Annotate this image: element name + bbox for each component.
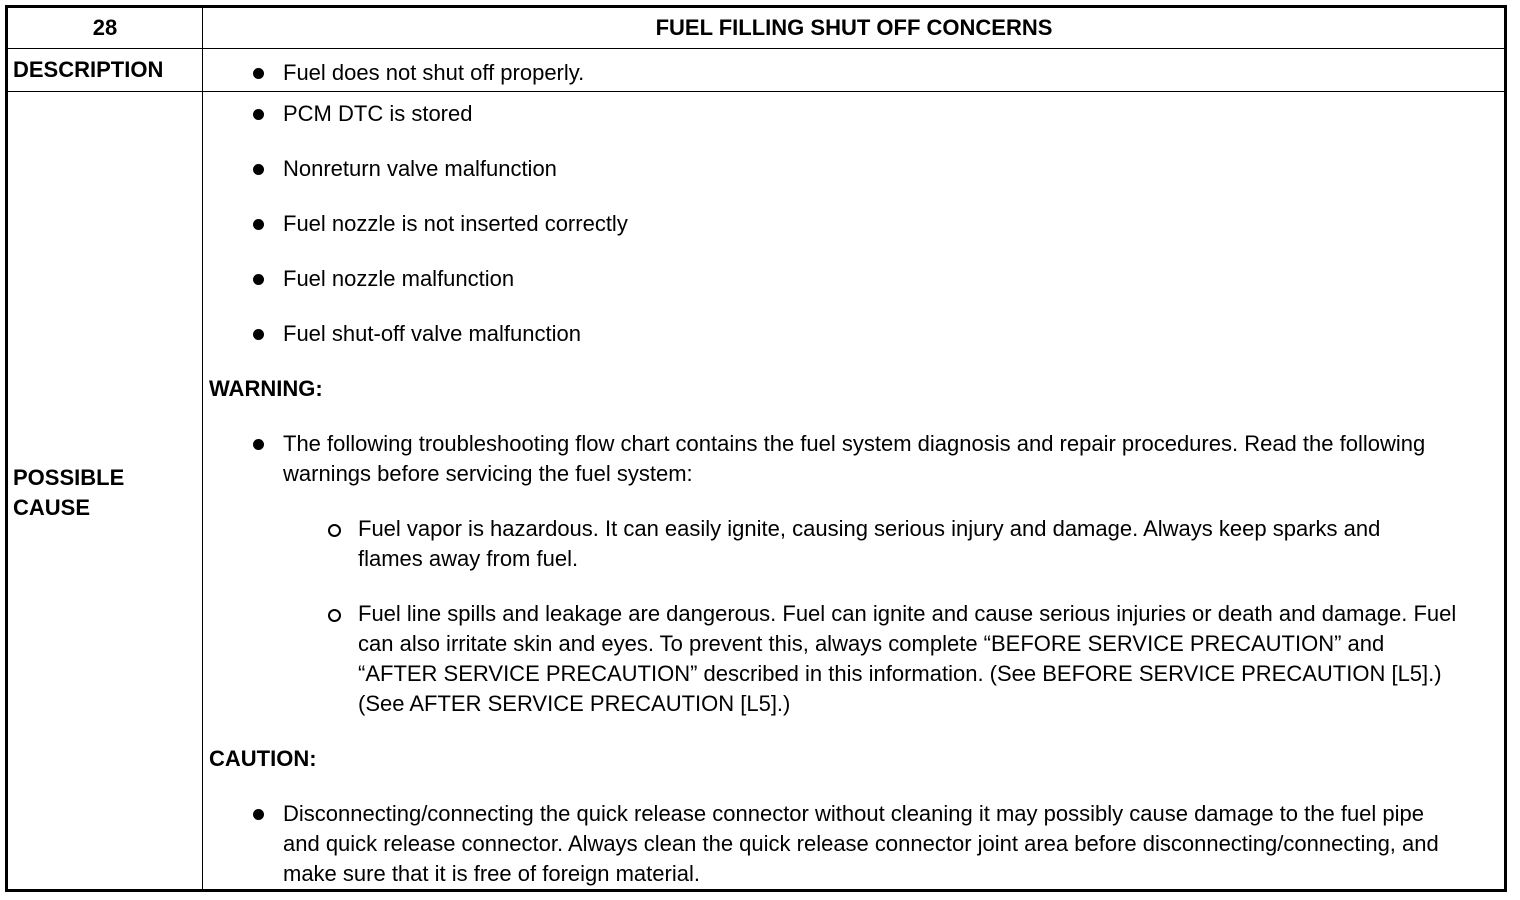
cause-item: Fuel nozzle malfunction xyxy=(283,266,515,291)
table-title: FUEL FILLING SHUT OFF CONCERNS xyxy=(655,15,1053,40)
sub-bullet-icon xyxy=(328,609,341,622)
bullet-icon xyxy=(253,329,264,340)
header-row-divider xyxy=(8,48,1504,49)
warning-subitem: Fuel line spills and leakage are dangerous. Fuel can ignite and cause serious injuries or death and damage. Fuel can also irritate skin and eyes. To prevent this, always complete “BEFORE SERVICE PRECAUTION” and “AFTER SERVICE PRECAUTION” described in this information. (See BEFORE SERVICE PRECAUTION [L5].) (See AFTER SERVICE PRECAUTION [L5].) xyxy=(358,601,1457,716)
warning-intro: The following troubleshooting flow chart contains the fuel system diagnosis and repair procedures. Read the following warnings before servicing the fuel system: xyxy=(283,431,1426,486)
bullet-icon xyxy=(253,274,264,285)
description-label: DESCRIPTION xyxy=(13,57,164,82)
possible-cause-content xyxy=(204,92,1504,889)
cause-item: Fuel shut-off valve malfunction xyxy=(283,321,581,346)
bullet-icon xyxy=(253,109,264,120)
sub-bullet-icon xyxy=(328,524,341,537)
warning-heading: WARNING: xyxy=(209,376,323,401)
cause-item: PCM DTC is stored xyxy=(283,101,473,126)
cause-item: Fuel nozzle is not inserted correctly xyxy=(283,211,628,236)
warning-subitem: Fuel vapor is hazardous. It can easily ignite, causing serious injury and damage. Always keep sparks and flames away from fuel. xyxy=(358,516,1381,571)
troubleshooting-table xyxy=(5,5,1507,892)
bullet-icon xyxy=(253,164,264,175)
step-number: 28 xyxy=(92,15,118,40)
bullet-icon xyxy=(253,809,264,820)
caution-heading: CAUTION: xyxy=(209,746,317,771)
column-divider xyxy=(202,8,203,889)
cause-item: Nonreturn valve malfunction xyxy=(283,156,557,181)
description-item: Fuel does not shut off properly. xyxy=(283,60,585,85)
possible-cause-label: POSSIBLE CAUSE xyxy=(13,465,125,520)
bullet-icon xyxy=(253,219,264,230)
bullet-icon xyxy=(253,68,264,79)
caution-item: Disconnecting/connecting the quick release connector without cleaning it may possibly cause damage to the fuel pipe and quick release connector. Always clean the quick release connector joint area before disconnecting/connecting, and make sure that it is free of foreign material. xyxy=(283,801,1439,886)
bullet-icon xyxy=(253,439,264,450)
